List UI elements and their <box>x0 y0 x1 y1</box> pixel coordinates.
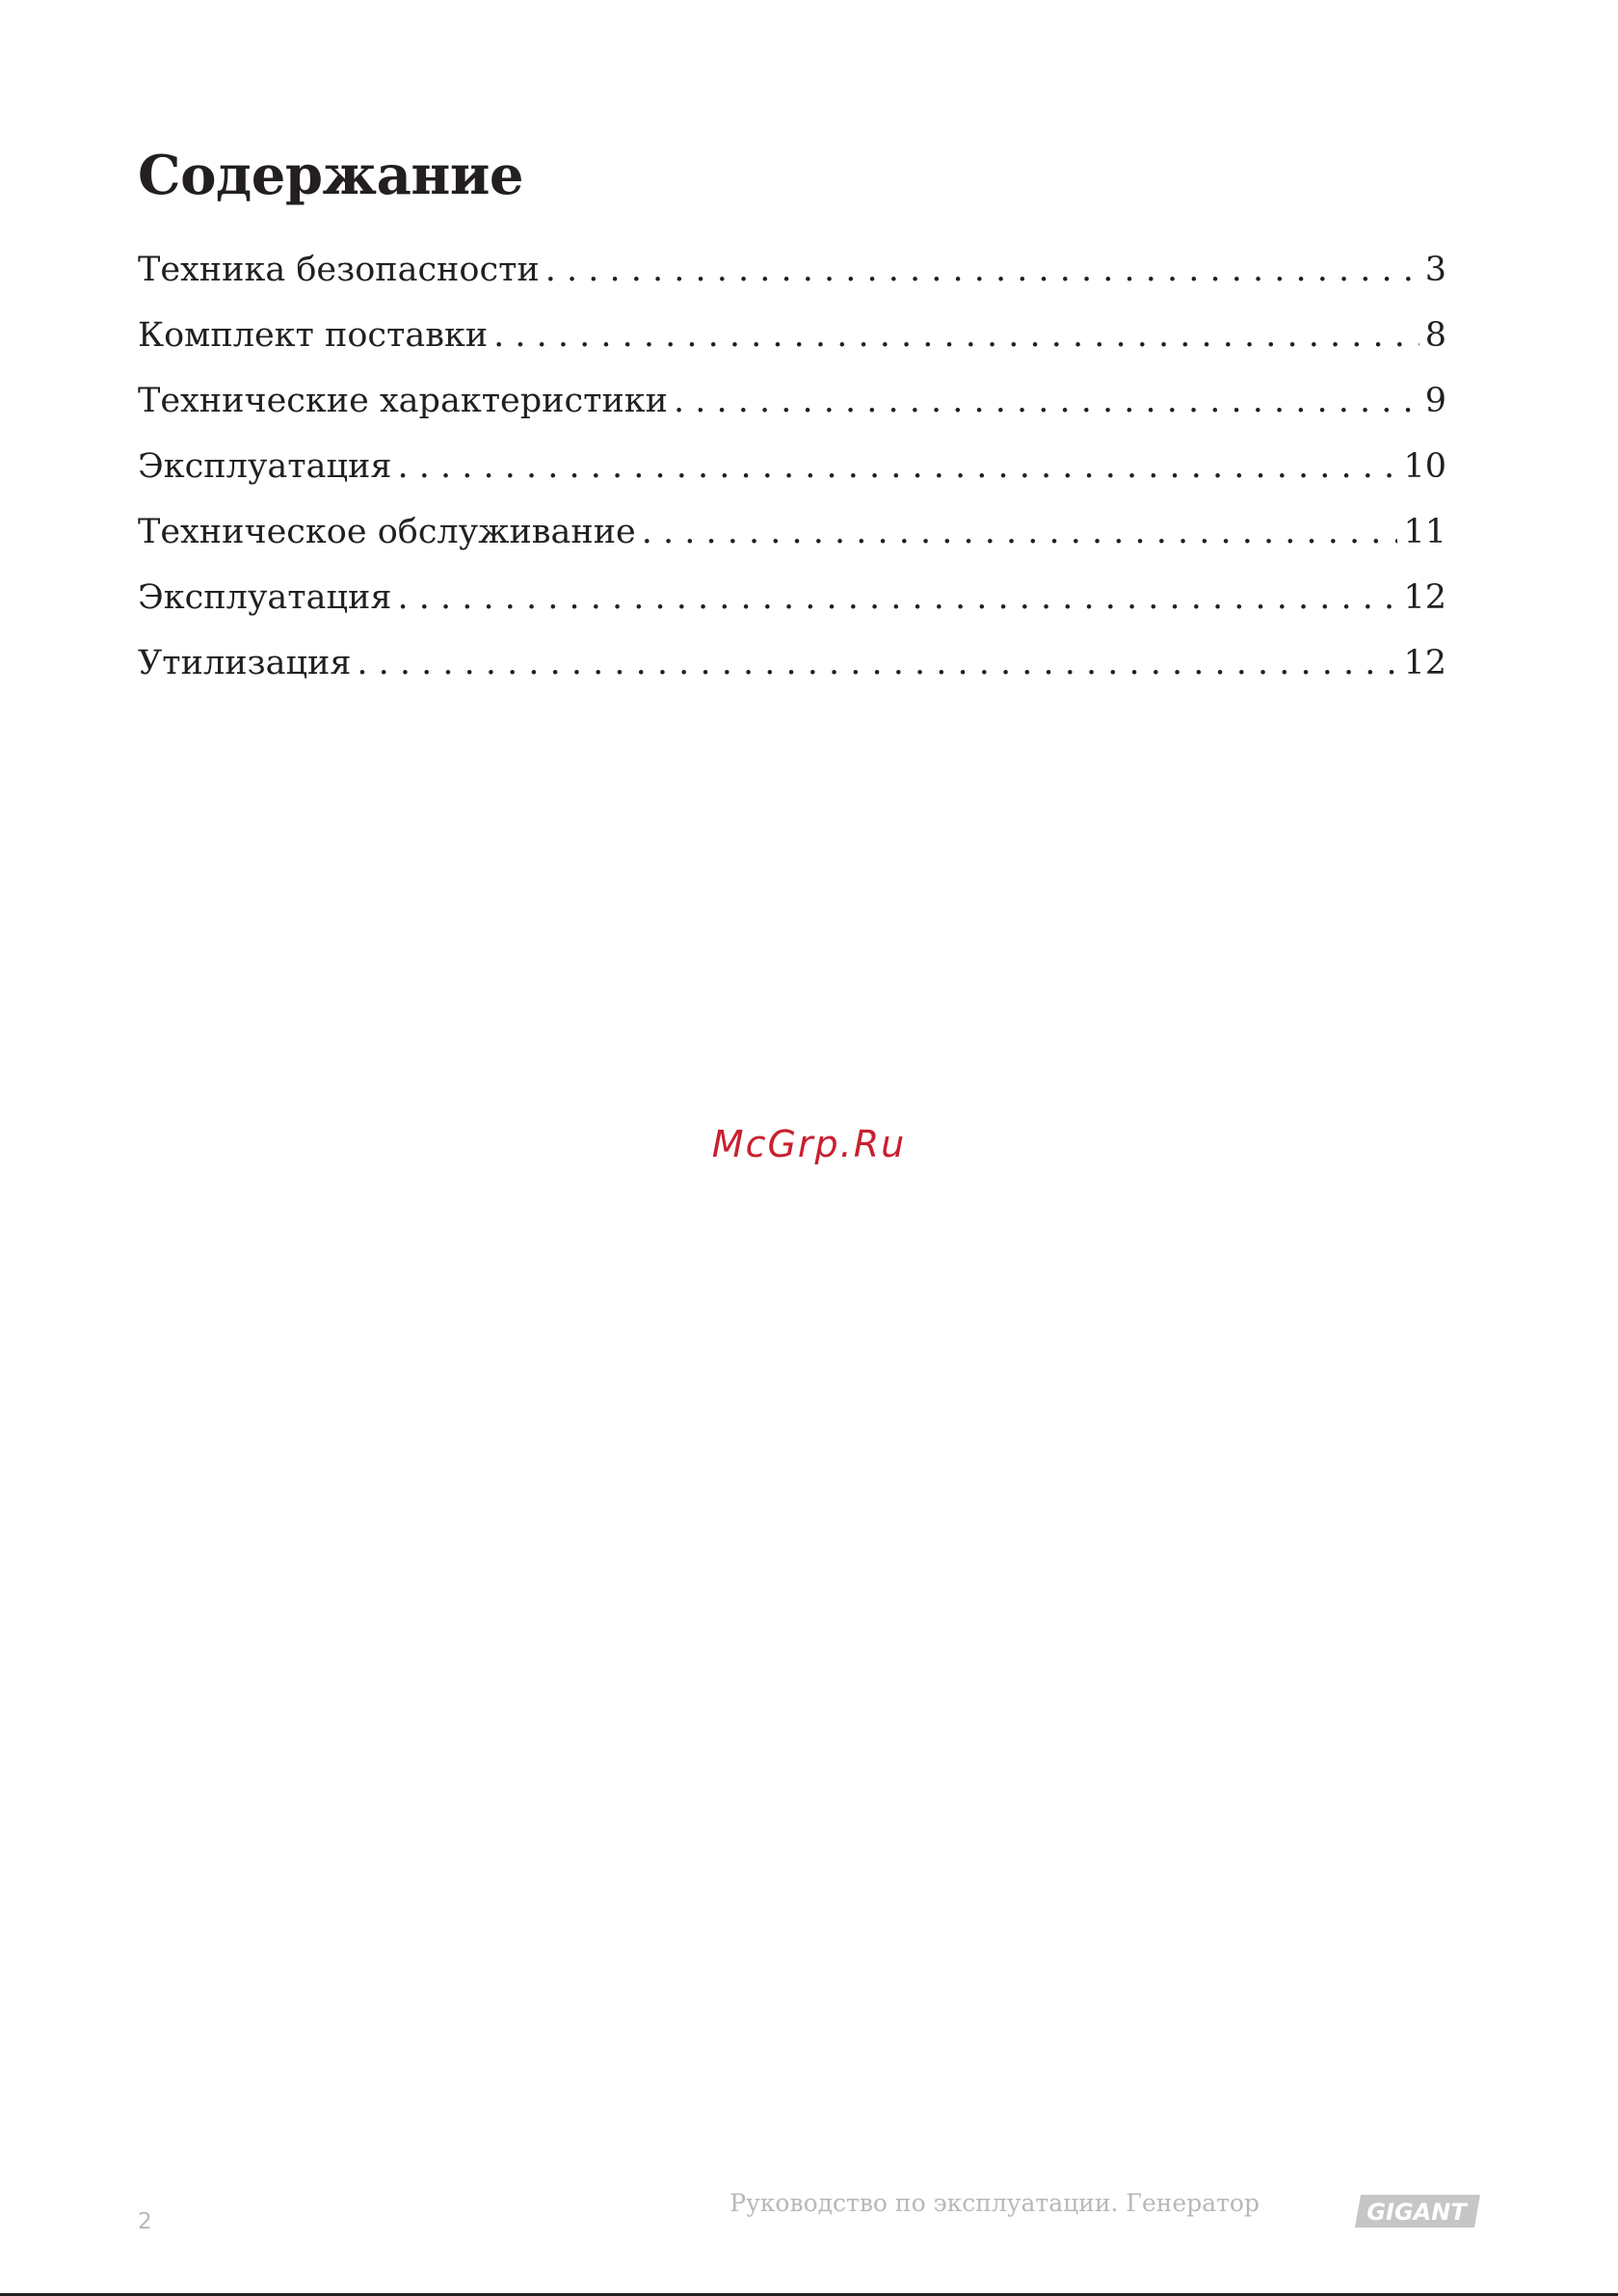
toc-entry-page: 10 <box>1403 447 1446 486</box>
toc-entry-label: Комплект поставки <box>138 316 489 355</box>
toc-entry-label: Техника безопасности <box>138 251 540 289</box>
table-of-contents <box>138 237 1446 696</box>
toc-dot-leader <box>357 630 1397 696</box>
toc-entry-operation[interactable] <box>138 434 1446 499</box>
toc-entry-label: Утилизация <box>138 644 352 682</box>
toc-entry-operation-2[interactable] <box>138 565 1446 630</box>
toc-dot-leader <box>642 499 1398 565</box>
toc-entry-maintenance[interactable] <box>138 499 1446 565</box>
toc-entry-package[interactable] <box>138 303 1446 368</box>
toc-entry-label: Технические характеристики <box>138 382 669 420</box>
toc-entry-page: 9 <box>1424 382 1446 420</box>
page-title: Содержание <box>138 144 524 207</box>
brand-logo-text: GIGANT <box>1366 2199 1467 2226</box>
toc-dot-leader <box>545 237 1419 303</box>
watermark: McGrp.Ru <box>711 1123 907 1165</box>
toc-dot-leader <box>493 303 1419 368</box>
toc-entry-page: 11 <box>1403 513 1446 551</box>
toc-dot-leader <box>397 565 1397 630</box>
toc-entry-page: 3 <box>1424 251 1446 289</box>
toc-entry-page: 12 <box>1403 578 1446 617</box>
toc-entry-page: 12 <box>1403 644 1446 682</box>
toc-entry-specifications[interactable] <box>138 368 1446 434</box>
brand-logo <box>1355 2193 1480 2229</box>
toc-entry-disposal[interactable] <box>138 630 1446 696</box>
toc-entry-label: Эксплуатация <box>138 578 392 617</box>
toc-entry-label: Эксплуатация <box>138 447 392 486</box>
toc-dot-leader <box>674 368 1419 434</box>
toc-entry-page: 8 <box>1424 316 1446 355</box>
footer-page-number: 2 <box>138 2209 152 2234</box>
toc-entry-safety[interactable] <box>138 237 1446 303</box>
footer-document-title: Руководство по эксплуатации. Генератор <box>729 2189 1260 2217</box>
toc-entry-label: Техническое обслуживание <box>138 513 636 551</box>
toc-dot-leader <box>397 434 1397 499</box>
